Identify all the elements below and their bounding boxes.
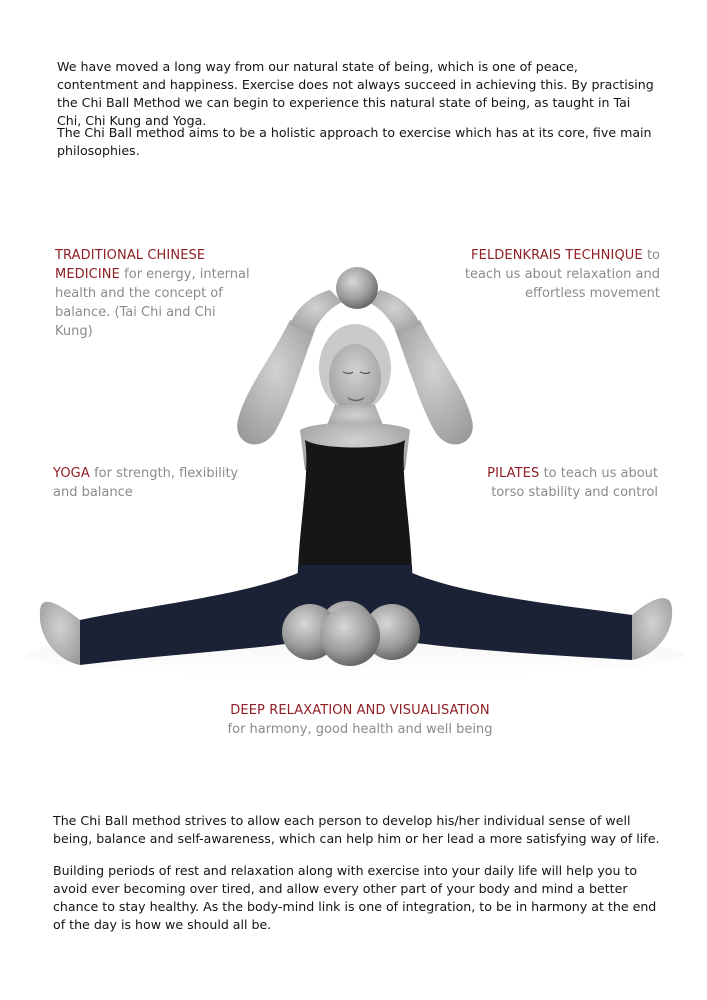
philosophy-relaxation-heading: DEEP RELAXATION AND VISUALISATION [230,703,490,718]
philosophy-feldenkrais-description: to teach us about relaxation and effortless movement [464,248,660,301]
closing-paragraph-2: Building periods of rest and relaxation along with exercise into your daily life will help you to avoid ever becoming over tired, and allow every other part of your body and mind a better chance to stay healthy. As the body-mind link is one of integration, to be in harmony at the end of the day is how we should all be. [53,863,657,932]
philosophy-feldenkrais-heading: FELDENKRAIS TECHNIQUE [471,248,647,263]
philosophy-feldenkrais [450,246,660,303]
philosophy-relaxation-description: for harmony, good health and well being [227,722,493,737]
intro-paragraph-1: We have moved a long way from our natural state of being, which is one of peace, contentment and happiness. Exercise does not always succeed in achieving this. By practising the Chi Ball Method we can begin to experience this natural state of being, as taught in Tai Chi, Chi Kung and Yoga. [57,59,654,128]
closing-paragraph-1: The Chi Ball method strives to allow each person to develop his/her individual sense of well being, balance and self-awareness, which can help him or her lead a more satisfying way of life. [53,813,660,846]
philosophy-relaxation [200,701,520,739]
philosophy-yoga [53,464,253,502]
philosophy-tcm-description: for energy, internal health and the concept of balance. (Tai Chi and Chi Kung) [55,267,250,339]
philosophy-tcm [55,246,255,341]
philosophy-pilates-heading: PILATES [487,466,544,481]
philosophy-tcm-heading: TRADITIONAL CHINESE MEDICINE [55,248,206,282]
philosophy-yoga-description: for strength, flexibility and balance [53,466,239,500]
intro-paragraph-2: The Chi Ball method aims to be a holistic approach to exercise which has at its core, five main philosophies. [57,125,652,158]
philosophy-pilates [458,464,658,502]
philosophy-yoga-heading: YOGA [53,466,95,481]
philosophy-pilates-description: to teach us about torso stability and control [491,466,658,500]
